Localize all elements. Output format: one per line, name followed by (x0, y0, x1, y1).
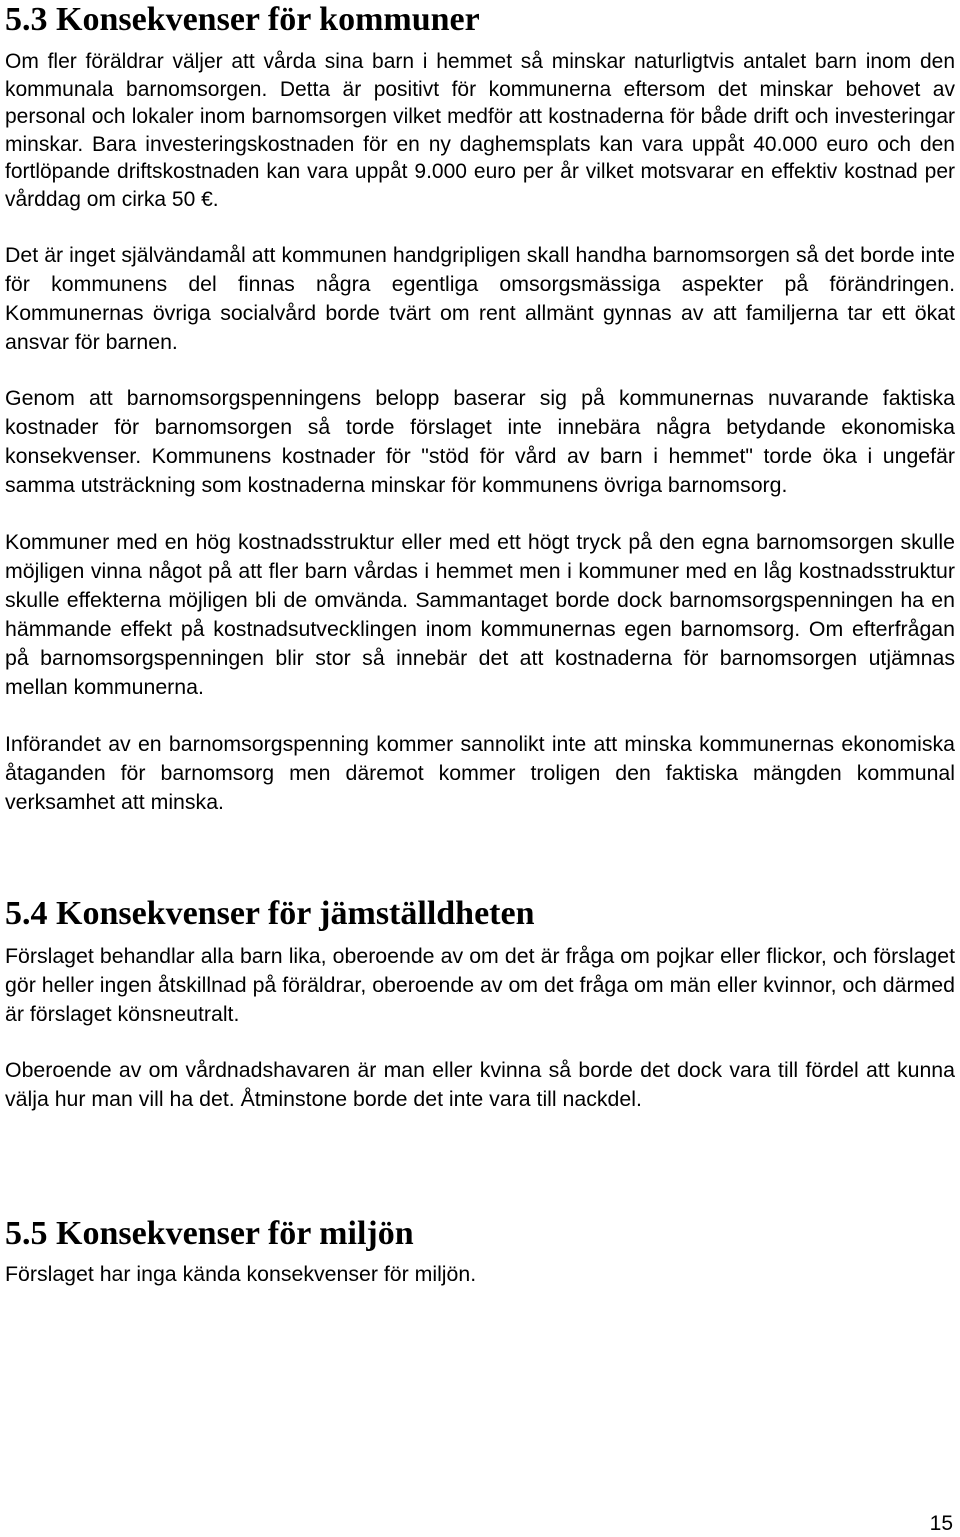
section-5-4 (5, 894, 955, 1114)
document-page (5, 0, 955, 1289)
section-title: 5.3 Konsekvenser för kommuner (5, 1, 480, 38)
section-title: 5.4 Konsekvenser för jämställdheten (5, 894, 535, 932)
section-5-5 (5, 1214, 955, 1289)
paragraph: Genom att barnomsorgspenningens belopp baserar sig på kommunernas nuvarande faktiska kostnader för barnomsorgen så torde förslaget inte innebära några betydande ekonomiska konsekvenser. Kommunens kostnader för "stöd för vård av barn i hemmet" torde öka i ungefär samma utsträckning som kostnaderna minskar för kommunens övriga barnomsorg. (5, 385, 955, 497)
paragraph: Kommuner med en hög kostnadsstruktur eller med ett högt tryck på den egna barnomsorgen skulle möjligen vinna något på att fler barn vårdas i hemmet men i kommuner med en låg kostnadsstruktur skulle effekterna möjligen bli de omvända. Sammantaget borde dock barnomsorgspenningen ha en hämmande effekt på kostnadsutvecklingen inom kommunernas egen barnomsorg. Om efterfrågan på barnomsorgspenningen blir stor så innebär det att kostnaderna för barnomsorgen utjämnas mellan kommunerna. (5, 529, 955, 699)
page-number: 15 (929, 1512, 953, 1535)
paragraph: Oberoende av om vårdnadshavaren är man eller kvinna så borde det dock vara till fördel att kunna välja hur man vill ha det. Åtminstone borde det inte vara till nackdel. (5, 1057, 955, 1111)
paragraph: Det är inget självändamål att kommunen handgripligen skall handha barnomsorgen så det borde inte för kommunens del finnas några egentliga omsorgsmässiga aspekter på förändringen. Kommunernas övriga socialvård borde tvärt om rent allmänt gynnas av att familjerna tar ett ökat ansvar för barnen. (5, 242, 955, 354)
section-5-3 (5, 0, 955, 817)
paragraph: Införandet av en barnomsorgspenning kommer sannolikt inte att minska kommunernas ekonomiska åtaganden för barnomsorg men däremot kommer troligen den faktiska mängden kommunal verksamhet att minska. (5, 731, 955, 814)
paragraph: Förslaget behandlar alla barn lika, oberoende av om det är fråga om pojkar eller flickor, och förslaget gör heller ingen åtskillnad på föräldrar, oberoende av om det fråga om män eller kvinnor, och därmed är förslaget könsneutralt. (5, 943, 955, 1026)
paragraph: Förslaget har inga kända konsekvenser för miljön. (5, 1261, 477, 1286)
section-title: 5.5 Konsekvenser för miljön (5, 1214, 414, 1252)
paragraph: Om fler föräldrar väljer att vårda sina barn i hemmet så minskar naturligtvis antalet barn inom den kommunala barnomsorgen. Detta är positivt för kommunerna eftersom det minskar behovet av personal och lokaler inom barnomsorgen vilket medför att kostnaderna för både drift och investeringar minskar. Bara investeringskostnaden för en ny daghemsplats kan vara uppåt 40.000 euro och den fortlöpande driftskostnaden kan vara uppåt 9.000 euro per år vilket motsvarar en effektiv kostnad per vårddag om cirka 50 €. (5, 50, 955, 211)
